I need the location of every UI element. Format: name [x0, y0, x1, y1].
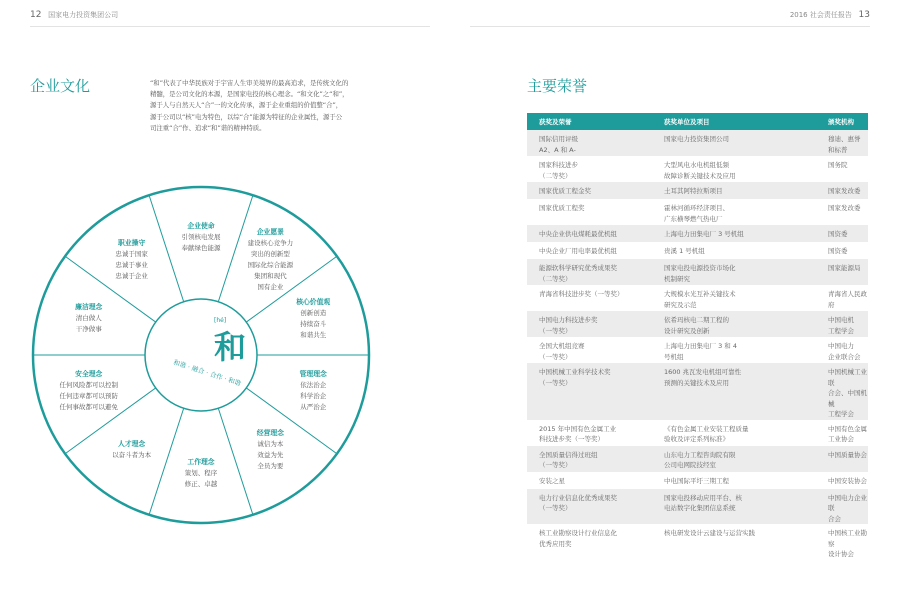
col-header-org: 颁奖机构 — [816, 113, 868, 130]
table-cell-unit — [652, 199, 816, 225]
table-cell-org — [816, 420, 868, 446]
left-header-org: 国家电力投资集团公司 — [48, 11, 119, 19]
honors-table-body — [527, 130, 868, 560]
cell-line: 中国电力 — [828, 342, 854, 350]
cell-line: 工程学会 — [828, 410, 854, 418]
table-cell-unit — [652, 472, 816, 489]
segment-title: 工作理念 — [187, 457, 215, 466]
cell-line: 预测的关键技术及应用 — [664, 378, 729, 387]
table-cell-award — [527, 472, 652, 489]
segment-line: 持续奋斗 — [300, 319, 327, 328]
table-cell-unit — [652, 337, 816, 363]
cell-line: 依希玛核电二期工程的 — [664, 316, 729, 324]
cell-line: 全国质量信得过班组 — [539, 450, 598, 459]
cell-line: 国资委 — [828, 247, 848, 255]
segment-title: 经营理念 — [256, 429, 284, 438]
table-cell-unit — [652, 524, 816, 560]
table-row — [527, 311, 868, 337]
cell-line: （一等奖） — [539, 504, 572, 512]
table-cell-award — [527, 285, 652, 311]
intro-line: 源于公司以“核”电为特色，以综“合”能源为特征的企业属性，源于公 — [150, 112, 343, 121]
cell-line: 国家电力投资集团公司 — [664, 135, 729, 143]
segment-line: 从严治企 — [300, 403, 327, 412]
table-row — [527, 489, 868, 525]
cell-line: 中国核工业勘察 — [828, 529, 867, 548]
segment-line: 国有企业 — [257, 282, 284, 291]
cell-line: 电力行业信息化优秀成果奖 — [539, 493, 617, 502]
segment-title: 管理理念 — [299, 370, 327, 379]
cell-line: 工程学会 — [828, 326, 854, 335]
cell-line: 1600 兆瓦发电机组可靠性 — [664, 368, 742, 376]
cell-line: （一等奖） — [539, 326, 572, 335]
cell-line: 国务院 — [828, 161, 848, 169]
wheel-segment — [88, 439, 176, 461]
cell-line: 山东电力工程咨询院有限 — [664, 450, 736, 459]
table-cell-org — [816, 311, 868, 337]
culture-title: 企业文化 — [30, 77, 91, 95]
cell-line: 优秀应用奖 — [539, 539, 572, 548]
table-row — [527, 130, 868, 156]
cell-line: 国家电投电源投资市场化 — [664, 264, 736, 272]
cell-line: 穆迪、惠誉 — [828, 135, 861, 143]
cell-line: 中国机械工业联 — [828, 368, 867, 387]
segment-title: 廉洁理念 — [75, 303, 103, 312]
table-cell-org — [816, 489, 868, 525]
segment-line: 诚信为本 — [257, 440, 284, 449]
table-cell-org — [816, 199, 868, 225]
segment-line: 干净做事 — [75, 325, 102, 334]
honors-header-row — [527, 113, 868, 130]
segment-line: 科学治企 — [300, 392, 327, 401]
segment-line: 清白做人 — [75, 314, 102, 323]
left-header-rule — [30, 26, 430, 27]
segment-line: 集团和现代 — [254, 271, 287, 280]
table-row — [527, 446, 868, 472]
col-header-award: 获奖及荣誉 — [527, 113, 652, 130]
culture-intro — [150, 78, 395, 134]
cell-line: 广东横琴燃气热电厂 — [664, 214, 723, 223]
cell-line: 青海省科技进步奖（一等奖） — [539, 290, 624, 298]
cell-line: 工业协会 — [828, 435, 854, 443]
segment-line: 效益为先 — [257, 451, 284, 460]
cell-line: 国家能源局 — [828, 264, 861, 272]
table-cell-award — [527, 337, 652, 363]
table-cell-unit — [652, 242, 816, 259]
table-cell-unit — [652, 489, 816, 525]
cell-line: 全国大机组竞赛 — [539, 342, 585, 350]
table-cell-award — [527, 363, 652, 420]
wheel-segment — [269, 369, 357, 413]
cell-line: 公司电网院技经室 — [664, 461, 716, 469]
segment-line: 任何违章都可以预防 — [59, 392, 119, 401]
cell-line: 科技进步奖（一等奖） — [539, 435, 604, 443]
table-cell-award — [527, 489, 652, 525]
cell-line: 国家电投移动应用平台、核 — [664, 493, 742, 502]
table-row — [527, 199, 868, 225]
intro-line: 源于人与自然天人“合”一的文化传承，源于企业重组的价值整“合”， — [150, 101, 343, 110]
cell-line: 中国安装协会 — [828, 476, 867, 485]
segment-line: 忠诚于国家 — [115, 249, 148, 258]
cell-line: 国际信用评级 — [539, 135, 578, 143]
table-cell-unit — [652, 311, 816, 337]
table-cell-org — [816, 130, 868, 156]
table-cell-award — [527, 420, 652, 446]
table-cell-award — [527, 156, 652, 182]
table-cell-org — [816, 285, 868, 311]
center-character: 和 — [213, 328, 246, 366]
left-page-number: 12 — [30, 10, 42, 20]
segment-line: 以奋斗者为本 — [112, 451, 152, 460]
table-cell-award — [527, 311, 652, 337]
table-cell-award — [527, 130, 652, 156]
wheel-segment — [88, 238, 176, 282]
segment-line: 和谐共生 — [300, 330, 327, 339]
cell-line: 中国电机 — [828, 316, 854, 324]
segment-title: 安全理念 — [75, 370, 103, 379]
cell-line: 中央企业厂用电率最优机组 — [539, 247, 617, 255]
table-cell-unit — [652, 130, 816, 156]
cell-line: （二等奖） — [539, 171, 572, 180]
table-row — [527, 156, 868, 182]
right-header-rule — [470, 26, 870, 27]
table-cell-org — [816, 337, 868, 363]
table-cell-org — [816, 524, 868, 560]
segment-line: 修正、卓越 — [184, 479, 218, 488]
cell-line: 企业联合会 — [828, 352, 861, 361]
cell-line: 研究及示范 — [664, 300, 697, 309]
table-cell-unit — [652, 285, 816, 311]
segment-line: 国际化综合能源 — [247, 260, 294, 269]
cell-line: 验收及评定系列标准》 — [664, 435, 729, 443]
segment-title: 企业使命 — [187, 221, 215, 230]
cell-line: 中国电力科技进步奖 — [539, 316, 598, 324]
segment-line: 忠诚于企业 — [115, 271, 148, 280]
table-cell-unit — [652, 420, 816, 446]
table-cell-org — [816, 156, 868, 182]
cell-line: 中国质量协会 — [828, 450, 867, 459]
cell-line: 电站数字化集团信息系统 — [664, 504, 736, 512]
wheel-segment — [226, 227, 314, 293]
segment-line: 创新创造 — [300, 308, 327, 317]
table-cell-unit — [652, 446, 816, 472]
segment-line: 突出的创新型 — [250, 249, 290, 258]
table-cell-award — [527, 199, 652, 225]
table-cell-org — [816, 363, 868, 420]
table-cell-org — [816, 259, 868, 285]
cell-line: 《有色金属工业安装工程质量 — [664, 424, 749, 433]
cell-line: 国家科技进步 — [539, 161, 578, 169]
cell-line: 国家优质工程金奖 — [539, 187, 591, 195]
segment-title: 人才理念 — [118, 440, 146, 449]
cell-line: 上海电力田集电厂 3 和 4 — [664, 342, 737, 350]
cell-line: 大型风电水电机组低频 — [664, 161, 729, 169]
cell-line: 中国电力企业联 — [828, 493, 867, 512]
segment-title: 企业愿景 — [256, 227, 284, 236]
cell-line: 和标普 — [828, 145, 848, 154]
cell-line: 设计协会 — [828, 550, 854, 558]
wheel-segment — [45, 302, 133, 335]
table-cell-award — [527, 446, 652, 472]
segment-line: 奉献绿色能源 — [181, 243, 221, 252]
right-page-number: 13 — [858, 10, 870, 20]
wheel-segment — [45, 369, 133, 413]
segment-line: 引领核电发展 — [181, 232, 221, 241]
table-row — [527, 524, 868, 560]
table-cell-org — [816, 182, 868, 199]
table-row — [527, 242, 868, 259]
table-cell-unit — [652, 259, 816, 285]
intro-line: 精髓，是公司文化的本源，是国家电投的核心理念。“和文化”之“和”， — [150, 90, 349, 99]
cell-line: 核电研发设计云建设与运营实践 — [664, 529, 755, 537]
table-row — [527, 420, 868, 446]
cell-line: 合会 — [828, 514, 841, 523]
segment-line: 建设核心竞争力 — [247, 238, 294, 247]
cell-line: 国家发改委 — [828, 204, 861, 212]
col-header-unit: 获奖单位及项目 — [652, 113, 816, 130]
intro-line: 司注重“合”作、追求“和”谐的精神特质。 — [150, 123, 266, 132]
cell-line: 合会、中国机械 — [828, 389, 867, 408]
segment-line: 忠诚于事业 — [115, 260, 148, 269]
cell-line: 设计研究及创新 — [664, 326, 710, 335]
segment-line: 任何风险都可以控制 — [59, 381, 119, 390]
table-cell-award — [527, 259, 652, 285]
segment-line: 任何事故都可以避免 — [59, 403, 119, 412]
cell-line: （一等奖） — [539, 352, 572, 361]
cell-line: （一等奖） — [539, 461, 572, 469]
table-row — [527, 182, 868, 199]
cell-line: 安装之星 — [539, 476, 565, 485]
cell-line: 国资委 — [828, 230, 848, 238]
table-cell-award — [527, 182, 652, 199]
table-row — [527, 337, 868, 363]
cell-line: 青海省人民政府 — [828, 290, 867, 309]
left-page-header — [30, 10, 118, 20]
honors-title: 主要荣誉 — [527, 77, 588, 95]
table-row — [527, 363, 868, 420]
table-cell-unit — [652, 225, 816, 242]
cell-line: 核工业勘察设计行业信息化 — [539, 529, 617, 537]
cell-line: A2、A 和 A- — [539, 145, 576, 154]
center-pinyin: [hé] — [214, 317, 227, 324]
table-cell-org — [816, 446, 868, 472]
table-row — [527, 472, 868, 489]
segment-title: 职业操守 — [118, 238, 146, 247]
center-subtitle: 和谐 · 融合 · 合作 · 和谐 — [172, 358, 242, 388]
cell-line: 机制研究 — [664, 274, 690, 283]
table-cell-unit — [652, 156, 816, 182]
segment-title: 核心价值观 — [296, 297, 331, 306]
right-header-label: 2016 社会责任报告 — [789, 11, 852, 19]
cell-line: 贵溪 1 号机组 — [664, 247, 705, 255]
cell-line: 中央企业供电煤耗最优机组 — [539, 230, 617, 238]
table-cell-unit — [652, 363, 816, 420]
table-cell-org — [816, 472, 868, 489]
segment-line: 全员为要 — [257, 462, 284, 471]
cell-line: （一等奖） — [539, 378, 572, 387]
wheel-segment — [269, 297, 357, 341]
cell-line: 中国有色金属 — [828, 424, 867, 433]
cell-line: 霍林河循环经济项目、 — [664, 204, 729, 212]
table-cell-award — [527, 225, 652, 242]
cell-line: 2015 年中国有色金属工业 — [539, 424, 617, 433]
table-cell-award — [527, 524, 652, 560]
cell-line: 故障诊断关键技术及应用 — [664, 171, 736, 180]
honors-table — [527, 113, 868, 560]
segment-line: 策划、程序 — [184, 468, 218, 477]
intro-line: “和”代表了中华民族对于宇宙人生审美境界的最高追求，是传统文化的 — [150, 79, 349, 87]
table-cell-unit — [652, 182, 816, 199]
table-row — [527, 285, 868, 311]
cell-line: 中电国际平圩三期工程 — [664, 476, 729, 485]
table-cell-award — [527, 242, 652, 259]
cell-line: 大规模水光互补关键技术 — [664, 290, 736, 298]
table-row — [527, 225, 868, 242]
cell-line: （二等奖） — [539, 274, 572, 283]
table-row — [527, 259, 868, 285]
cell-line: 号机组 — [664, 352, 684, 361]
cell-line: 土耳其阿特拉斯项目 — [664, 187, 723, 195]
table-cell-org — [816, 242, 868, 259]
table-cell-org — [816, 225, 868, 242]
cell-line: 上海电力田集电厂 3 号机组 — [664, 230, 744, 238]
cell-line: 国家优质工程奖 — [539, 204, 585, 212]
right-page-header — [790, 10, 870, 20]
segment-line: 依法治企 — [300, 381, 327, 390]
cell-line: 能源软科学研究优秀成果奖 — [539, 264, 617, 272]
cell-line: 国家发改委 — [828, 187, 861, 195]
cell-line: 中国机械工业科学技术奖 — [539, 368, 611, 376]
